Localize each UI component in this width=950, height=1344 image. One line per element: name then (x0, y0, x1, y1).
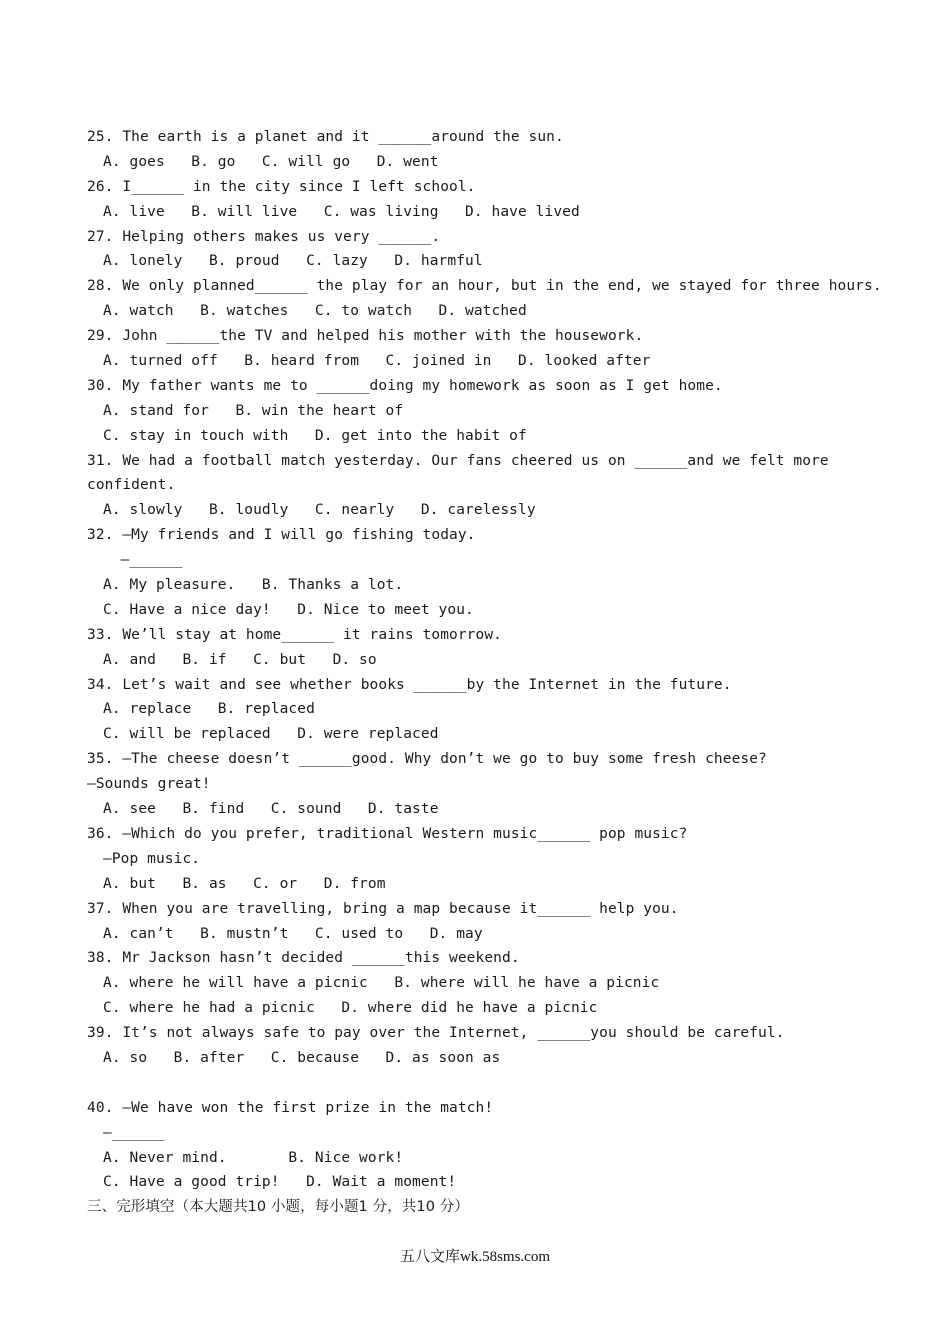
options-line: A. goes B. go C. will go D. went (103, 153, 439, 170)
options-line: A. watch B. watches C. to watch D. watched (103, 303, 527, 320)
blank-line (87, 1071, 877, 1096)
options-line: C. Have a good trip! D. Wait a moment! (103, 1174, 457, 1191)
question-line: 29. John ______the TV and helped his mother with the housework. (87, 328, 644, 345)
question-line: 38. Mr Jackson hasn’t decided ______this weekend. (87, 950, 520, 967)
question-line: 32. —My friends and I will go fishing today. (87, 527, 476, 544)
question-line: 26. I______ in the city since I left school. (87, 178, 476, 195)
options-line: A. but B. as C. or D. from (103, 875, 386, 892)
options-line: A. replace B. replaced (103, 701, 315, 718)
question-line: 33. We’ll stay at home______ it rains tomorrow. (87, 626, 502, 643)
options-line: A. and B. if C. but D. so (103, 651, 377, 668)
options-line: —Pop music. (103, 850, 201, 867)
options-line: C. stay in touch with D. get into the habit of (103, 427, 527, 444)
question-line: 30. My father wants me to ______doing my homework as soon as I get home. (87, 377, 723, 394)
options-line: A. see B. find C. sound D. taste (103, 801, 439, 818)
options-line: A. My pleasure. B. Thanks a lot. (103, 577, 404, 594)
options-line: A. slowly B. loudly C. nearly D. carelessly (103, 502, 536, 519)
question-line: 34. Let’s wait and see whether books ______by the Internet in the future. (87, 676, 732, 693)
text-line: confident. (87, 477, 176, 494)
section-heading: 三、完形填空（本大题共10 小题，每小题1 分，共10 分） (87, 1199, 469, 1216)
options-line: A. Never mind. B. Nice work! (103, 1149, 404, 1166)
options-line: A. where he will have a picnic B. where will he have a picnic (103, 975, 660, 992)
page-footer: 五八文库wk.58sms.com (399, 1249, 550, 1265)
options-line: A. live B. will live C. was living D. have lived (103, 203, 580, 220)
options-line: C. where he had a picnic D. where did he have a picnic (103, 1000, 598, 1017)
options-line: C. Have a nice day! D. Nice to meet you. (103, 601, 474, 618)
question-line: 35. —The cheese doesn’t ______good. Why don’t we go to buy some fresh cheese? (87, 751, 767, 768)
options-line: —______ (103, 1124, 165, 1141)
options-line: A. so B. after C. because D. as soon as (103, 1049, 501, 1066)
options-line: A. turned off B. heard from C. joined in D. looked after (103, 353, 651, 370)
exam-document (87, 125, 882, 1220)
options-line: A. stand for B. win the heart of (103, 402, 404, 419)
question-line: 25. The earth is a planet and it ______around the sun. (87, 129, 564, 145)
question-line: 28. We only planned______ the play for an hour, but in the end, we stayed for three hours. (87, 278, 882, 295)
options-line: A. lonely B. proud C. lazy D. harmful (103, 253, 483, 270)
question-line: 36. —Which do you prefer, traditional Western music______ pop music? (87, 825, 688, 842)
question-line: 37. When you are travelling, bring a map because it______ help you. (87, 900, 679, 917)
question-line: 31. We had a football match yesterday. Our fans cheered us on ______and we felt more (87, 452, 829, 469)
question-line: 39. It’s not always safe to pay over the Internet, ______you should be careful. (87, 1025, 785, 1042)
options-line: —______ (103, 552, 183, 569)
question-line: 40. —We have won the first prize in the match! (87, 1099, 494, 1116)
options-line: A. can’t B. mustn’t C. used to D. may (103, 925, 483, 942)
options-line: C. will be replaced D. were replaced (103, 726, 439, 743)
question-line: 27. Helping others makes us very ______. (87, 228, 441, 245)
text-line: —Sounds great! (87, 776, 211, 793)
